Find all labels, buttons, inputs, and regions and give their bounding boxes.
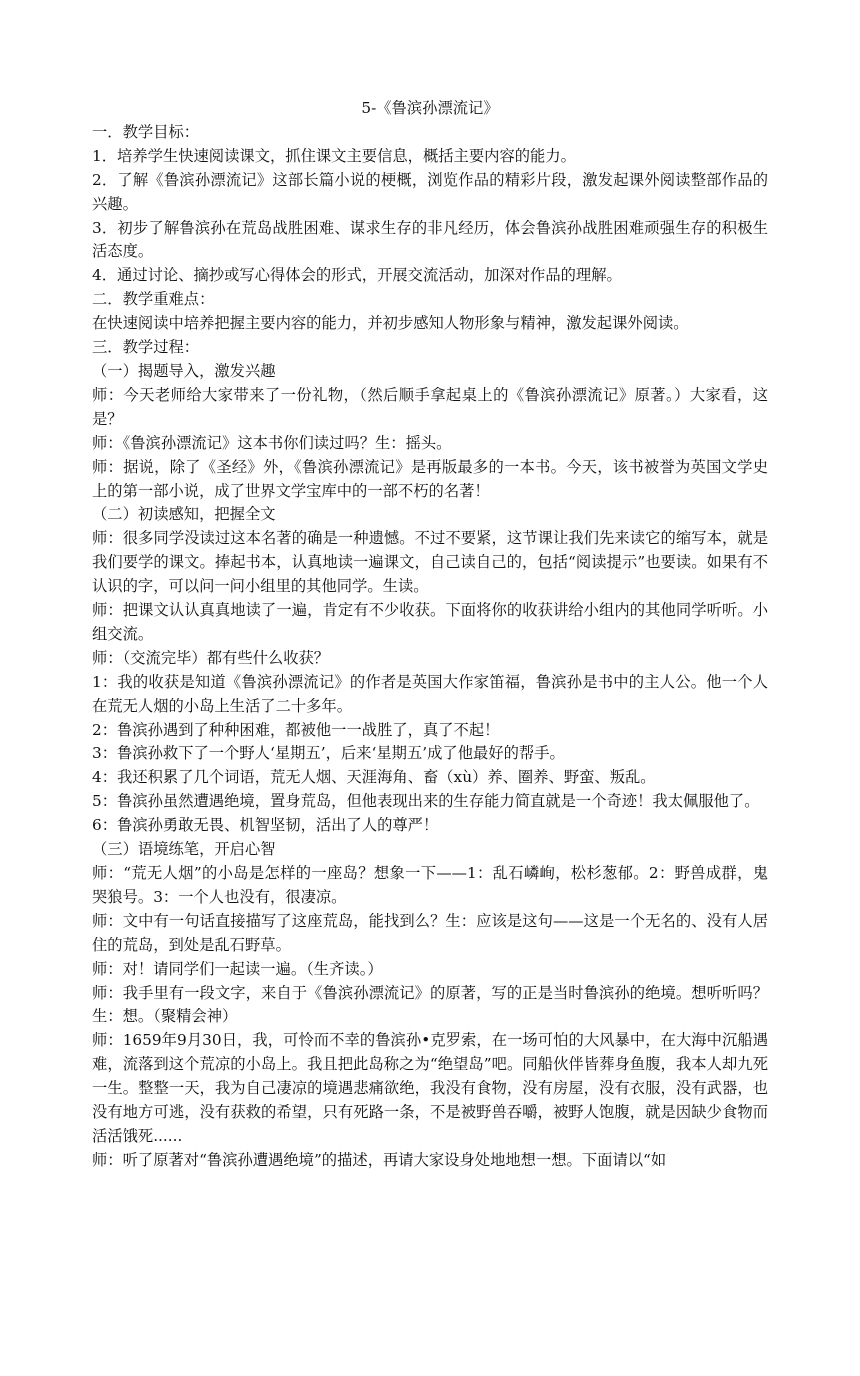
paragraph: 师：把课文认认真真地读了一遍，肯定有不少收获。下面将你的收获讲给小组内的其他同学听听。小组交流。 [92, 601, 768, 643]
section-heading-process: 三．教学过程： [92, 338, 200, 357]
subsection-heading: （一）揭题导入，激发兴趣 [92, 361, 276, 380]
paragraph: 师：我手里有一段文字，来自于《鲁滨孙漂流记》的原著，写的正是当时鲁滨孙的绝境。想听听吗？生：想。（聚精会神） [92, 983, 768, 1026]
paragraph: 师：很多同学没读过这本名著的确是一种遗憾。不过不要紧，这节课让我们先来读它的缩写本，就是我们要学的课文。捧起书本，认真地读一遍课文，自己读自己的，包括“阅读提示”也要读。如果有不认识的字，可以问一问小组里的其他同学。生读。 [92, 529, 768, 596]
section-heading-key-points: 二．教学重难点： [92, 290, 215, 309]
paragraph: 5：鲁滨孙虽然遭遇绝境，置身荒岛，但他表现出来的生存能力简直就是一个奇迹！我太佩服他了。 [92, 792, 760, 811]
subsection-heading: （二）初读感知，把握全文 [92, 505, 276, 524]
section-heading-objectives: 一．教学目标： [92, 122, 200, 141]
subsection-heading: （三）语境练笔，开启心智 [92, 840, 276, 859]
paragraph: 2．了解《鲁滨孙漂流记》这部长篇小说的梗概，浏览作品的精彩片段，激发起课外阅读整部作品的兴趣。 [92, 170, 768, 213]
paragraph: 师：听了原著对“鲁滨孙遭遇绝境”的描述，再请大家设身处地地想一想。下面请以“如 [92, 1150, 667, 1169]
paragraph: 3．初步了解鲁滨孙在荒岛战胜困难、谋求生存的非凡经历，体会鲁滨孙战胜困难顽强生存的积极生活态度。 [92, 218, 768, 261]
paragraph: 师：对！请同学们一起读一遍。（生齐读。） [92, 959, 383, 978]
paragraph: 师：据说，除了《圣经》外，《鲁滨孙漂流记》是再版最多的一本书。今天，该书被誉为英国文学史上的第一部小说，成了世界文学宝库中的一部不朽的名著！ [92, 457, 768, 500]
paragraph: 4：我还积累了几个词语，荒无人烟、天涯海角、畜（xù）养、圈养、野蛮、叛乱。 [92, 768, 656, 787]
paragraph: 师：《鲁滨孙漂流记》这本书你们读过吗？生：摇头。 [92, 433, 452, 452]
paragraph: 1．培养学生快速阅读课文，抓住课文主要信息，概括主要内容的能力。 [92, 146, 576, 165]
paragraph: 1：我的收获是知道《鲁滨孙漂流记》的作者是英国大作家笛福，鲁滨孙是书中的主人公。他一个人在荒无人烟的小岛上生活了二十多年。 [92, 672, 768, 715]
paragraph: 师：“荒无人烟”的小岛是怎样的一座岛？想象一下——1：乱石嶙峋，松杉葱郁。2：野兽成群，鬼哭狼号。3：一个人也没有，很凄凉。 [92, 864, 768, 906]
paragraph: 在快速阅读中培养把握主要内容的能力，并初步感知人物形象与精神，激发起课外阅读。 [92, 314, 689, 333]
paragraph: 2：鲁滨孙遇到了种种困难，都被他一一战胜了，真了不起！ [92, 720, 500, 739]
paragraph: 4．通过讨论、摘抄或写心得体会的形式，开展交流活动，加深对作品的理解。 [92, 266, 622, 285]
document-page [92, 97, 768, 1173]
paragraph: 3：鲁滨孙救下了一个野人‘星期五’，后来‘星期五’成了他最好的帮手。 [92, 744, 565, 763]
document-title: 5-《鲁滨孙漂流记》 [361, 99, 499, 117]
paragraph: 师：今天老师给大家带来了一份礼物，（然后顺手拿起桌上的《鲁滨孙漂流记》原著。）大家看，这是？ [92, 385, 768, 428]
paragraph: 师：文中有一句话直接描写了这座荒岛，能找到么？生：应该是这句——这是一个无名的、没有人居住的荒岛，到处是乱石野草。 [92, 911, 768, 954]
paragraph: 师：（交流完毕）都有些什么收获？ [92, 648, 330, 667]
paragraph: 师：1659年9月30日，我，可怜而不幸的鲁滨孙•克罗索，在一场可怕的大风暴中，在大海中沉船遇难，流落到这个荒凉的小岛上。我且把此岛称之为“绝望岛”吧。同船伙伴皆葬身鱼腹，我本人却九死一生。整整一天，我为自己凄凉的境遇悲痛欲绝，我没有食物，没有房屋，没有衣服，没有武器，也没有地方可逃，没有获救的希望，只有死路一条，不是被野兽吞嚼，被野人饱腹，就是因缺少食物而活活饿死...... [92, 1031, 768, 1145]
paragraph: 6：鲁滨孙勇敢无畏、机智坚韧，活出了人的尊严！ [92, 816, 439, 835]
document-body [92, 121, 768, 1173]
